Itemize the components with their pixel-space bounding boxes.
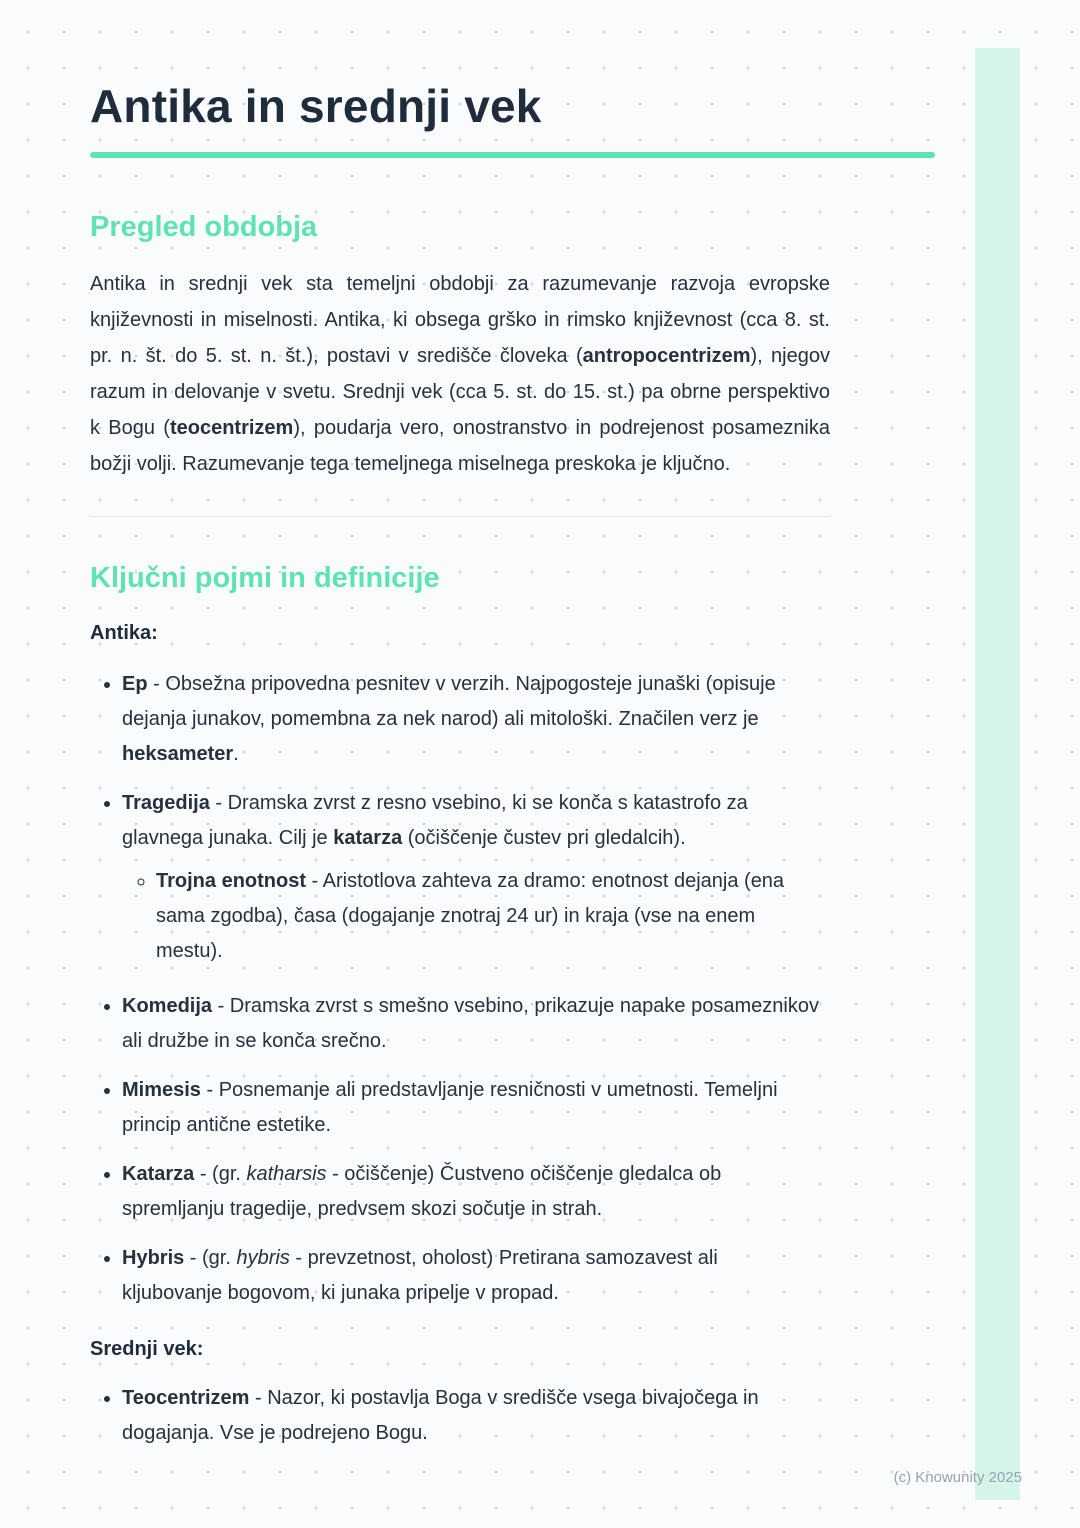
list-item-ep xyxy=(122,667,820,772)
list-item-mimesis xyxy=(122,1073,820,1143)
list-item-tragedija xyxy=(122,786,820,969)
right-accent-stripe xyxy=(975,48,1020,1500)
list-item-text: Trojna enotnost - Aristotlova zahteva za dramo: enotnost dejanja (ena sama zgodba), časa (dogajanje znotraj 24 ur) in kraja (vse na enem mestu). xyxy=(156,870,785,962)
srednji-vek-list xyxy=(90,1381,820,1451)
overview-paragraph: Antika in srednji vek sta temeljni obdobji za razumevanje razvoja evropske književnosti in miselnosti. Antika, ki obsega grško in rimsko književnost (cca 8. st. pr. n. št. do 5. st. n. št.), postavi v središče človeka (antropocentrizem), njegov razum in delovanje v svetu. Srednji vek (cca 5. st. do 15. st.) pa obrne perspektivo k Bogu (teocentrizem), poudarja vero, onostranstvo in podrejenost posameznika božji volji. Razumevanje tega temeljnega miselnega preskoka je ključno. xyxy=(90,273,831,475)
tragedija-sublist xyxy=(122,864,820,969)
srednji-vek-label: Srednji vek: xyxy=(90,1338,204,1360)
list-item-text: Tragedija - Dramska zvrst z resno vsebino, ki se konča s katastrofo za glavnega junaka. Cilj je katarza (očiščenje čustev pri gledalcih). xyxy=(122,792,748,849)
list-item-text: Teocentrizem - Nazor, ki postavlja Boga v središče vsega bivajočega in dogajanja. Vse je podrejeno Bogu. xyxy=(122,1387,759,1444)
section-overview xyxy=(90,210,935,482)
antika-list xyxy=(90,667,820,1311)
antika-label: Antika: xyxy=(90,622,158,644)
concepts-heading: Ključni pojmi in definicije xyxy=(90,562,440,594)
overview-heading: Pregled obdobja xyxy=(90,211,318,243)
section-concepts xyxy=(90,561,935,1451)
title-underline xyxy=(90,152,935,158)
list-item-teocentrizem xyxy=(122,1381,820,1451)
list-item-text: Ep - Obsežna pripovedna pesnitev v verzih. Najpogosteje junaški (opisuje dejanja junakov, pomembna za nek narod) ali mitološki. Značilen verz je heksameter. xyxy=(122,673,776,765)
document-content xyxy=(90,0,935,1451)
list-item-text: Mimesis - Posnemanje ali predstavljanje resničnosti v umetnosti. Temeljni princip antične estetike. xyxy=(122,1079,778,1136)
list-item-text: Katarza - (gr. katharsis - očiščenje) Čustveno očiščenje gledalca ob spremljanju tragedije, predvsem skozi sočutje in strah. xyxy=(122,1163,722,1220)
list-item-katarza xyxy=(122,1157,820,1227)
list-item-text: Hybris - (gr. hybris - prevzetnost, oholost) Pretirana samozavest ali kljubovanje bogovom, ki junaka pripelje v propad. xyxy=(122,1247,718,1304)
list-item-trojna-enotnost xyxy=(156,864,820,969)
list-item-komedija xyxy=(122,989,820,1059)
section-divider xyxy=(90,516,830,517)
copyright-footer: (c) Knowunity 2025 xyxy=(893,1469,1022,1486)
page-title: Antika in srednji vek xyxy=(90,80,542,132)
list-item-hybris xyxy=(122,1241,820,1311)
list-item-text: Komedija - Dramska zvrst s smešno vsebino, prikazuje napake posameznikov ali družbe in se konča srečno. xyxy=(122,995,819,1052)
